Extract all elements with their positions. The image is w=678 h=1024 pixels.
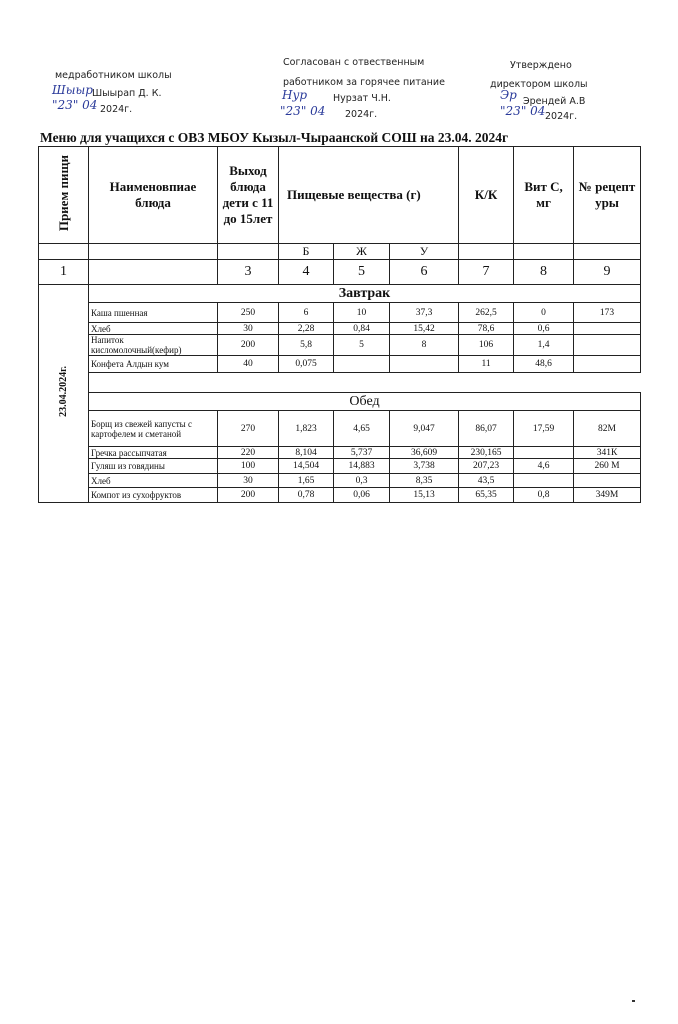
table-cell: 0,6	[514, 323, 574, 335]
table-cell: 8,35	[390, 474, 459, 488]
table-cell: 30	[218, 323, 279, 335]
dish-name: Гуляш из говядины	[89, 459, 218, 474]
table-cell: 220	[218, 447, 279, 459]
table-cell: 5,8	[279, 335, 334, 356]
table-cell	[574, 335, 641, 356]
column-number: 6	[390, 260, 459, 285]
table-cell: 349М	[574, 488, 641, 503]
table-cell: 6	[279, 303, 334, 323]
table-row	[39, 459, 641, 474]
table-cell: 1,4	[514, 335, 574, 356]
section-title: Завтрак	[89, 285, 641, 303]
table-cell: 37,3	[390, 303, 459, 323]
table-cell: 0	[514, 303, 574, 323]
menu-table	[38, 146, 641, 503]
document-title: Меню для учащихся с ОВЗ МБОУ Кызыл-Чыраанской СОШ на 23.04. 2024г	[40, 130, 509, 145]
table-cell: 270	[218, 411, 279, 447]
table-row	[39, 474, 641, 488]
table-cell: 36,609	[390, 447, 459, 459]
center-approval-line1: Согласован с отвественным	[283, 57, 425, 68]
table-cell: 4,65	[334, 411, 390, 447]
right-year: 2024г.	[545, 111, 578, 122]
table-cell: 14,504	[279, 459, 334, 474]
column-number: 9	[574, 260, 641, 285]
table-cell	[390, 356, 459, 373]
table-row	[39, 356, 641, 373]
table-cell: 200	[218, 488, 279, 503]
table-row	[39, 411, 641, 447]
table-row	[39, 335, 641, 356]
right-date: "23" 04	[500, 104, 546, 118]
table-row	[39, 488, 641, 503]
table-cell: 14,883	[334, 459, 390, 474]
col-u: У	[390, 244, 459, 260]
table-cell	[574, 356, 641, 373]
table-cell: 5,737	[334, 447, 390, 459]
right-approval-line1: Утверждено	[510, 60, 572, 71]
table-cell: 65,35	[459, 488, 514, 503]
column-number: 3	[218, 260, 279, 285]
table-cell	[574, 474, 641, 488]
table-cell: 0,78	[279, 488, 334, 503]
table-cell: 15,13	[390, 488, 459, 503]
dish-name: Хлеб	[89, 323, 218, 335]
col-recipe: № рецептуры	[574, 147, 641, 244]
table-cell	[514, 474, 574, 488]
table-cell: 17,59	[514, 411, 574, 447]
table-cell: 0,06	[334, 488, 390, 503]
col-zh: Ж	[334, 244, 390, 260]
center-approval-line2: работником за горячее питание	[283, 77, 445, 88]
table-cell: 0,075	[279, 356, 334, 373]
date-month: 04	[310, 104, 326, 118]
table-cell: 0,3	[334, 474, 390, 488]
dish-name: Компот из сухофруктов	[89, 488, 218, 503]
table-cell	[334, 356, 390, 373]
table-cell: 15,42	[390, 323, 459, 335]
table-cell: 78,6	[459, 323, 514, 335]
col-meal	[39, 147, 89, 244]
table-cell: 43,5	[459, 474, 514, 488]
table-cell: 30	[218, 474, 279, 488]
column-number: 4	[279, 260, 334, 285]
table-cell: 262,5	[459, 303, 514, 323]
dish-name: Конфета Алдын кум	[89, 356, 218, 373]
table-cell: 230,165	[459, 447, 514, 459]
column-number: 7	[459, 260, 514, 285]
column-number: 5	[334, 260, 390, 285]
col-b: Б	[279, 244, 334, 260]
center-approval-name: Нурзат Ч.Н.	[333, 93, 391, 104]
section-title: Обед	[89, 393, 641, 411]
signature: Шыыр	[52, 83, 93, 97]
table-cell: 250	[218, 303, 279, 323]
dish-name: Борщ из свежей капусты с картофелем и сметаной	[89, 411, 218, 447]
table-cell: 0,84	[334, 323, 390, 335]
dish-name: Гречка рассыпчатая	[89, 447, 218, 459]
dish-name: Хлеб	[89, 474, 218, 488]
column-number	[89, 260, 218, 285]
left-year: 2024г.	[100, 104, 133, 115]
signature: Эр	[500, 88, 517, 102]
col-nutrients: Пищевые вещества (г)	[279, 147, 459, 244]
table-cell: 11	[459, 356, 514, 373]
dish-name: Каша пшенная	[89, 303, 218, 323]
left-date: "23" 04	[52, 98, 98, 112]
signature: Нур	[282, 88, 308, 102]
col-vitc: Вит С, мг	[514, 147, 574, 244]
table-cell: 260 М	[574, 459, 641, 474]
center-year: 2024г.	[345, 109, 378, 120]
table-cell: 1,823	[279, 411, 334, 447]
column-number: 1	[39, 260, 89, 285]
table-cell: 3,738	[390, 459, 459, 474]
right-approval-line2: директором школы	[490, 79, 588, 90]
date-month: 04	[82, 98, 98, 112]
table-cell	[514, 447, 574, 459]
table-cell: 341К	[574, 447, 641, 459]
center-date: "23" 04	[280, 104, 326, 118]
date-day: 23	[505, 104, 521, 118]
table-row	[39, 323, 641, 335]
left-approval-role: медработником школы	[55, 70, 172, 81]
column-number: 8	[514, 260, 574, 285]
table-cell: 0,8	[514, 488, 574, 503]
col-kk: К/К	[459, 147, 514, 244]
table-cell: 82М	[574, 411, 641, 447]
col-dish: Наименовпиае блюда	[89, 147, 218, 244]
table-cell: 40	[218, 356, 279, 373]
date-label: 23.04.2024г.	[58, 365, 69, 417]
table-cell: 1,65	[279, 474, 334, 488]
date-day: 23	[57, 98, 73, 112]
table-cell: 9,047	[390, 411, 459, 447]
table-cell: 10	[334, 303, 390, 323]
table-row	[39, 447, 641, 459]
spacer-row	[39, 373, 641, 393]
table-row	[39, 303, 641, 323]
col-meal-label: Прием пищи	[55, 154, 71, 232]
table-cell: 48,6	[514, 356, 574, 373]
table-cell	[574, 323, 641, 335]
scan-speck	[632, 1000, 635, 1002]
table-cell: 100	[218, 459, 279, 474]
table-cell: 5	[334, 335, 390, 356]
dish-name: Напиток кисломолочный(кефир)	[89, 335, 218, 356]
table-cell: 207,23	[459, 459, 514, 474]
date-month: 04	[530, 104, 546, 118]
date-day: 23	[285, 104, 301, 118]
date-cell	[39, 285, 89, 503]
table-cell: 200	[218, 335, 279, 356]
table-cell: 106	[459, 335, 514, 356]
table-cell: 8	[390, 335, 459, 356]
right-approval-name: Эрендей А.В	[523, 96, 586, 107]
table-cell: 8,104	[279, 447, 334, 459]
table-cell: 2,28	[279, 323, 334, 335]
table-cell: 4,6	[514, 459, 574, 474]
table-cell: 86,07	[459, 411, 514, 447]
col-yield: Выход блюда дети с 11 до 15лет	[218, 147, 279, 244]
left-approval-name: Шыырап Д. К.	[92, 88, 162, 99]
table-cell: 173	[574, 303, 641, 323]
